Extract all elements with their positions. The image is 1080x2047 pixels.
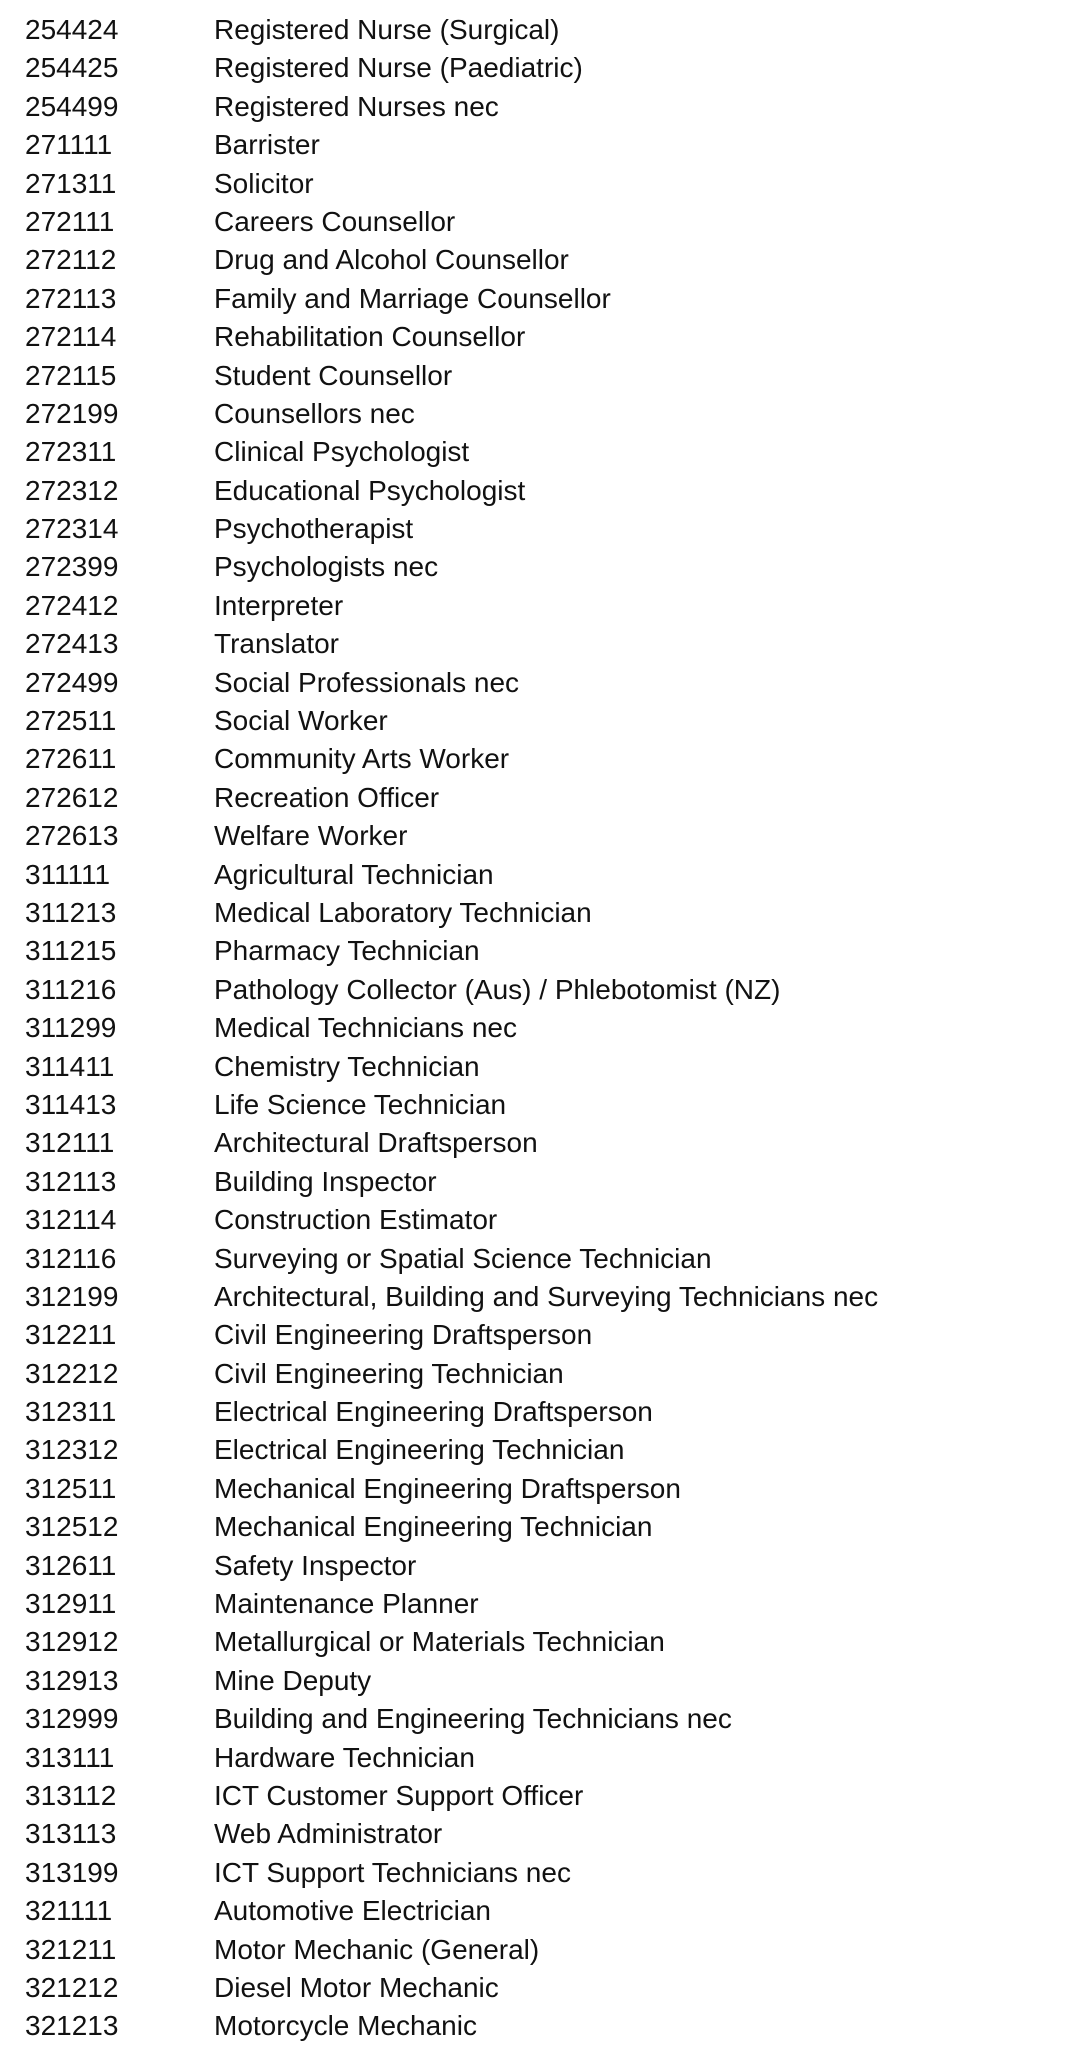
occupation-title: Mechanical Engineering Technician [214,1511,653,1543]
occupation-row [0,548,1080,586]
occupation-title: Solicitor [214,167,314,199]
occupation-row [0,280,1080,318]
occupation-row [0,1623,1080,1661]
occupation-code: 312116 [25,1242,117,1274]
occupation-title: Careers Counsellor [214,205,456,237]
occupation-title: ICT Support Technicians nec [214,1856,571,1888]
occupation-code: 272312 [25,474,119,506]
occupation-title: Social Worker [214,705,388,737]
occupation-title: Clinical Psychologist [214,436,470,468]
occupation-title: Building and Engineering Technicians nec [214,1703,732,1735]
occupation-title: Psychologists nec [214,551,439,583]
occupation-row [0,1086,1080,1124]
occupation-code: 272199 [25,397,119,429]
occupation-code: 312911 [25,1588,117,1620]
occupation-title: Medical Laboratory Technician [214,896,592,928]
occupation-row [0,472,1080,510]
occupation-code: 312611 [25,1549,117,1581]
occupation-title: Electrical Engineering Technician [214,1434,625,1466]
occupation-row [0,1278,1080,1316]
occupation-code: 312311 [25,1396,117,1428]
occupation-title: Psychotherapist [214,513,414,545]
occupation-title: Civil Engineering Technician [214,1357,564,1389]
occupation-list [0,11,1080,2046]
occupation-row [0,1547,1080,1585]
occupation-row [0,587,1080,625]
occupation-title: Medical Technicians nec [214,1012,517,1044]
occupation-code: 272314 [25,513,119,545]
occupation-row [0,779,1080,817]
occupation-title: Maintenance Planner [214,1588,479,1620]
occupation-row [0,1662,1080,1700]
occupation-code: 321111 [25,1895,113,1927]
occupation-code: 311213 [25,896,117,928]
occupation-code: 272114 [25,321,117,353]
occupation-title: Motor Mechanic (General) [214,1933,540,1965]
occupation-row [0,1969,1080,2007]
occupation-row [0,971,1080,1009]
occupation-title: Building Inspector [214,1165,437,1197]
occupation-title: Electrical Engineering Draftsperson [214,1396,653,1428]
occupation-row [0,1700,1080,1738]
occupation-title: Translator [214,628,340,660]
occupation-title: Life Science Technician [214,1088,507,1120]
occupation-row [0,1393,1080,1431]
occupation-title: Surveying or Spatial Science Technician [214,1242,712,1274]
occupation-row [0,932,1080,970]
occupation-code: 272112 [25,244,117,276]
occupation-row [0,1240,1080,1278]
occupation-code: 272611 [25,743,117,775]
occupation-code: 312212 [25,1357,119,1389]
occupation-code: 313113 [25,1818,117,1850]
occupation-code: 272111 [25,205,115,237]
occupation-code: 313199 [25,1856,119,1888]
occupation-code: 321212 [25,1971,119,2003]
occupation-title: Counsellors nec [214,397,415,429]
occupation-title: Registered Nurses nec [214,90,499,122]
occupation-title: Construction Estimator [214,1204,498,1236]
occupation-code: 313112 [25,1779,117,1811]
occupation-code: 311111 [25,858,111,890]
occupation-title: Student Counsellor [214,359,453,391]
occupation-title: Registered Nurse (Paediatric) [214,52,583,84]
occupation-row [0,1009,1080,1047]
occupation-title: Welfare Worker [214,820,408,852]
occupation-code: 312511 [25,1472,117,1504]
occupation-title: Pharmacy Technician [214,935,480,967]
occupation-code: 311413 [25,1088,117,1120]
occupation-row [0,740,1080,778]
occupation-code: 272412 [25,589,119,621]
occupation-row [0,1585,1080,1623]
occupation-code: 272113 [25,282,117,314]
occupation-code: 312913 [25,1664,119,1696]
occupation-code: 311216 [25,973,117,1005]
occupation-row [0,1316,1080,1354]
occupation-title: ICT Customer Support Officer [214,1779,584,1811]
occupation-row [0,49,1080,87]
occupation-title: Rehabilitation Counsellor [214,321,526,353]
occupation-row [0,1815,1080,1853]
occupation-row [0,1854,1080,1892]
occupation-code: 272499 [25,666,119,698]
occupation-code: 321213 [25,2010,119,2042]
occupation-title: Drug and Alcohol Counsellor [214,244,569,276]
occupation-title: Automotive Electrician [214,1895,492,1927]
occupation-row [0,1124,1080,1162]
occupation-code: 311299 [25,1012,117,1044]
occupation-row [0,357,1080,395]
occupation-title: Recreation Officer [214,781,440,813]
occupation-row [0,1508,1080,1546]
occupation-row [0,1892,1080,1930]
occupation-code: 312312 [25,1434,119,1466]
occupation-title: Community Arts Worker [214,743,510,775]
occupation-title: Hardware Technician [214,1741,475,1773]
occupation-code: 272311 [25,436,117,468]
occupation-title: Pathology Collector (Aus) / Phlebotomist (NZ) [214,973,781,1005]
occupation-row [0,1739,1080,1777]
occupation-row [0,817,1080,855]
occupation-title: Web Administrator [214,1818,443,1850]
occupation-code: 312912 [25,1626,119,1658]
occupation-title: Educational Psychologist [214,474,526,506]
occupation-title: Architectural Draftsperson [214,1127,538,1159]
occupation-title: Mine Deputy [214,1664,372,1696]
occupation-title: Civil Engineering Draftsperson [214,1319,593,1351]
occupation-title: Architectural, Building and Surveying Technicians nec [214,1280,879,1312]
occupation-code: 271311 [25,167,117,199]
occupation-row [0,395,1080,433]
occupation-code: 312199 [25,1280,119,1312]
occupation-row [0,856,1080,894]
occupation-row [0,88,1080,126]
occupation-title: Social Professionals nec [214,666,520,698]
occupation-code: 272413 [25,628,119,660]
occupation-title: Registered Nurse (Surgical) [214,14,560,45]
occupation-row [0,1470,1080,1508]
occupation-code: 272613 [25,820,119,852]
occupation-code: 272612 [25,781,119,813]
occupation-code: 312111 [25,1127,115,1159]
occupation-title: Barrister [214,129,320,161]
occupation-row [0,1355,1080,1393]
occupation-code: 272399 [25,551,119,583]
occupation-code: 313111 [25,1741,115,1773]
occupation-code: 271111 [25,129,113,161]
occupation-row [0,1777,1080,1815]
occupation-row [0,1931,1080,1969]
occupation-title: Metallurgical or Materials Technician [214,1626,665,1658]
occupation-code: 254499 [25,90,119,122]
occupation-row [0,433,1080,471]
occupation-row [0,510,1080,548]
occupation-title: Interpreter [214,589,344,621]
occupation-row [0,664,1080,702]
occupation-row [0,203,1080,241]
occupation-code: 312512 [25,1511,119,1543]
occupation-row [0,2007,1080,2045]
occupation-row [0,702,1080,740]
occupation-row [0,1163,1080,1201]
occupation-title: Chemistry Technician [214,1050,480,1082]
occupation-row [0,126,1080,164]
occupation-code: 254425 [25,52,119,84]
occupation-code: 312113 [25,1165,117,1197]
occupation-code: 312999 [25,1703,119,1735]
occupation-code: 311411 [25,1050,115,1082]
occupation-row [0,1431,1080,1469]
occupation-row [0,11,1080,49]
occupation-code: 311215 [25,935,117,967]
occupation-row [0,1048,1080,1086]
occupation-title: Diesel Motor Mechanic [214,1971,499,2003]
occupation-code: 272511 [25,705,117,737]
occupation-code: 312211 [25,1319,117,1351]
occupation-title: Family and Marriage Counsellor [214,282,611,314]
occupation-title: Motorcycle Mechanic [214,2010,477,2042]
occupation-code: 272115 [25,359,117,391]
occupation-row [0,241,1080,279]
occupation-row [0,625,1080,663]
occupation-title: Mechanical Engineering Draftsperson [214,1472,681,1504]
occupation-code: 321211 [25,1933,117,1965]
occupation-row [0,318,1080,356]
occupation-row [0,1201,1080,1239]
occupation-row [0,165,1080,203]
occupation-code: 312114 [25,1204,117,1236]
occupation-row [0,894,1080,932]
occupation-code: 254424 [25,14,119,45]
occupation-title: Safety Inspector [214,1549,417,1581]
occupation-title: Agricultural Technician [214,858,494,890]
